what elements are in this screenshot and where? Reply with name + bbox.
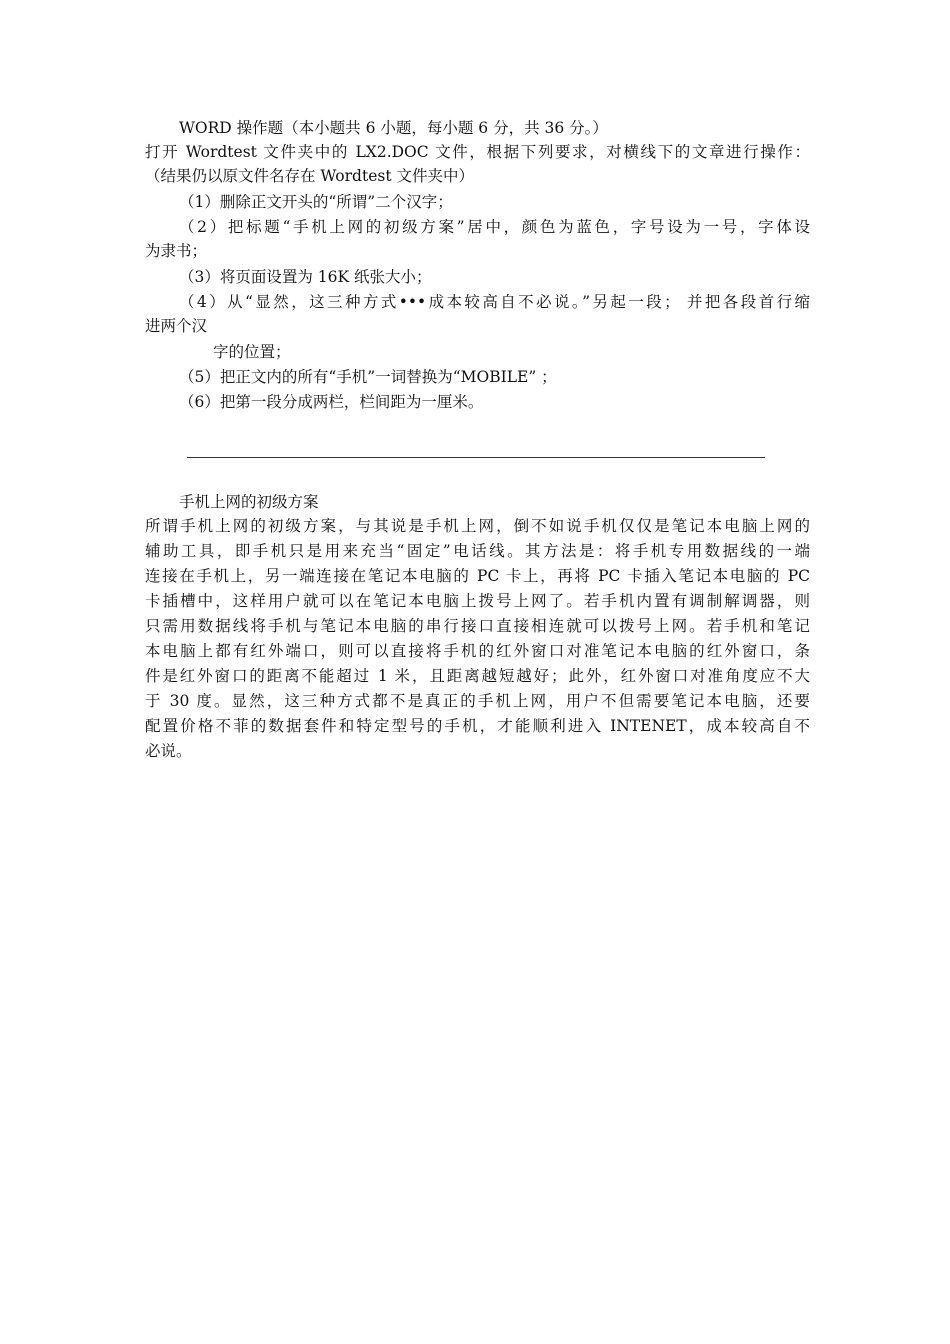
article-line-4: 卡插槽中，这样用户就可以在笔记本电脑上拨号上网了。若手机内置有调制解调器，则: [145, 592, 810, 610]
article-line-2: 辅助工具，即手机只是用来充当“固定”电话线。其方法是：将手机专用数据线的一端: [145, 542, 810, 560]
article-line-6: 本电脑上都有红外端口，则可以直接将手机的红外窗口对准笔记本电脑的红外窗口，条: [145, 642, 810, 660]
exercise-heading: WORD 操作题（本小题共 6 小题，每小题 6 分，共 36 分。）: [179, 119, 608, 137]
requirement-3: （3）将页面设置为 16K 纸张大小；: [179, 268, 432, 286]
requirement-4-line-2: 进两个汉: [145, 317, 208, 335]
article-line-1: 所谓手机上网的初级方案，与其说是手机上网，倒不如说手机仅仅是笔记本电脑上网的: [145, 517, 810, 535]
article-title: 手机上网的初级方案: [179, 493, 319, 511]
horizontal-divider-line: [187, 457, 765, 458]
exercise-intro-line-1: 打开 Wordtest 文件夹中的 LX2.DOC 文件，根据下列要求，对横线下的文章进行操作：: [145, 143, 810, 161]
article-line-8: 于 30 度。显然，这三种方式都不是真正的手机上网，用户不但需要笔记本电脑，还要: [145, 692, 810, 710]
article-line-7: 件是红外窗口的距离不能超过 1 米，且距离越短越好；此外，红外窗口对准角度应不大: [145, 667, 810, 685]
requirement-2-line-1: （2）把标题“手机上网的初级方案”居中，颜色为蓝色，字号设为一号，字体设: [179, 218, 810, 236]
article-line-3: 连接在手机上，另一端连接在笔记本电脑的 PC 卡上，再将 PC 卡插入笔记本电脑的 PC: [145, 567, 810, 585]
requirement-5: （5）把正文内的所有“手机”一词替换为“MOBILE” ；: [179, 368, 557, 386]
requirement-1: （1）删除正文开头的“所谓”二个汉字；: [179, 193, 453, 211]
article-line-5: 只需用数据线将手机与笔记本电脑的串行接口直接相连就可以拨号上网。若手机和笔记: [145, 617, 810, 635]
article-line-9: 配置价格不菲的数据套件和特定型号的手机，才能顺利进入 INTENET，成本较高自不: [145, 717, 810, 735]
requirement-4-line-3: 字的位置；: [213, 343, 291, 361]
requirement-6: （6）把第一段分成两栏，栏间距为一厘米。: [179, 393, 484, 411]
article-line-10: 必说。: [145, 742, 192, 760]
requirement-4-line-1: （4）从“显然，这三种方式•••成本较高自不必说。”另起一段； 并把各段首行缩: [179, 293, 810, 311]
requirement-2-line-2: 为隶书；: [145, 242, 208, 260]
exercise-intro-line-2: （结果仍以原文件名存在 Wordtest 文件夹中）: [145, 167, 474, 185]
